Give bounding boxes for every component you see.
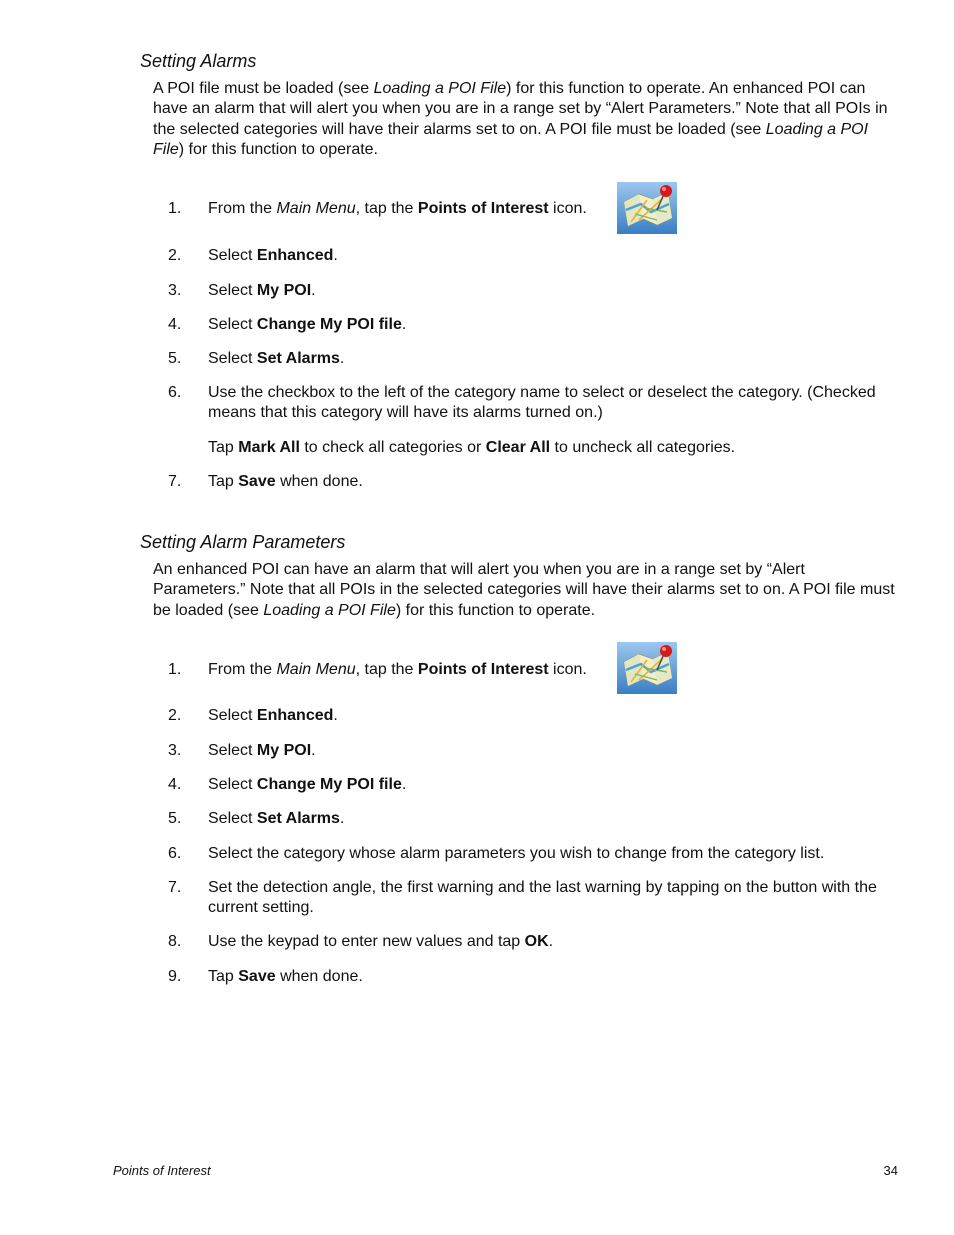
- setting-alarms-intro: A POI file must be loaded (see Loading a POI File) for this function to operate. An enhanced POI can have an alarm that will alert you when you are in a range set by “Alert Parameters.” Note that all POIs in the selected categories will have their alarms set to on. A POI file must be loaded (see Loading a POI File) for this function to operate.: [153, 80, 888, 158]
- section-title-setting-alarm-parameters: Setting Alarm Parameters: [140, 532, 346, 552]
- mark-all-note: Tap Mark All to check all categories or Clear All to uncheck all categories.: [208, 439, 736, 456]
- points-of-interest-icon: [617, 182, 677, 234]
- setting-alarm-parameters-intro: An enhanced POI can have an alarm that will alert you when you are in a range set by “Alert Parameters.” Note that all POIs in the selected categories will have their alarms set to on. A POI file must be loaded (see Loading a POI File) for this function to operate.: [153, 561, 895, 619]
- points-of-interest-icon: [617, 642, 677, 694]
- section-title-setting-alarms: Setting Alarms: [140, 51, 257, 71]
- footer-section-name: Points of Interest: [113, 1163, 211, 1178]
- page-number: 34: [883, 1163, 898, 1178]
